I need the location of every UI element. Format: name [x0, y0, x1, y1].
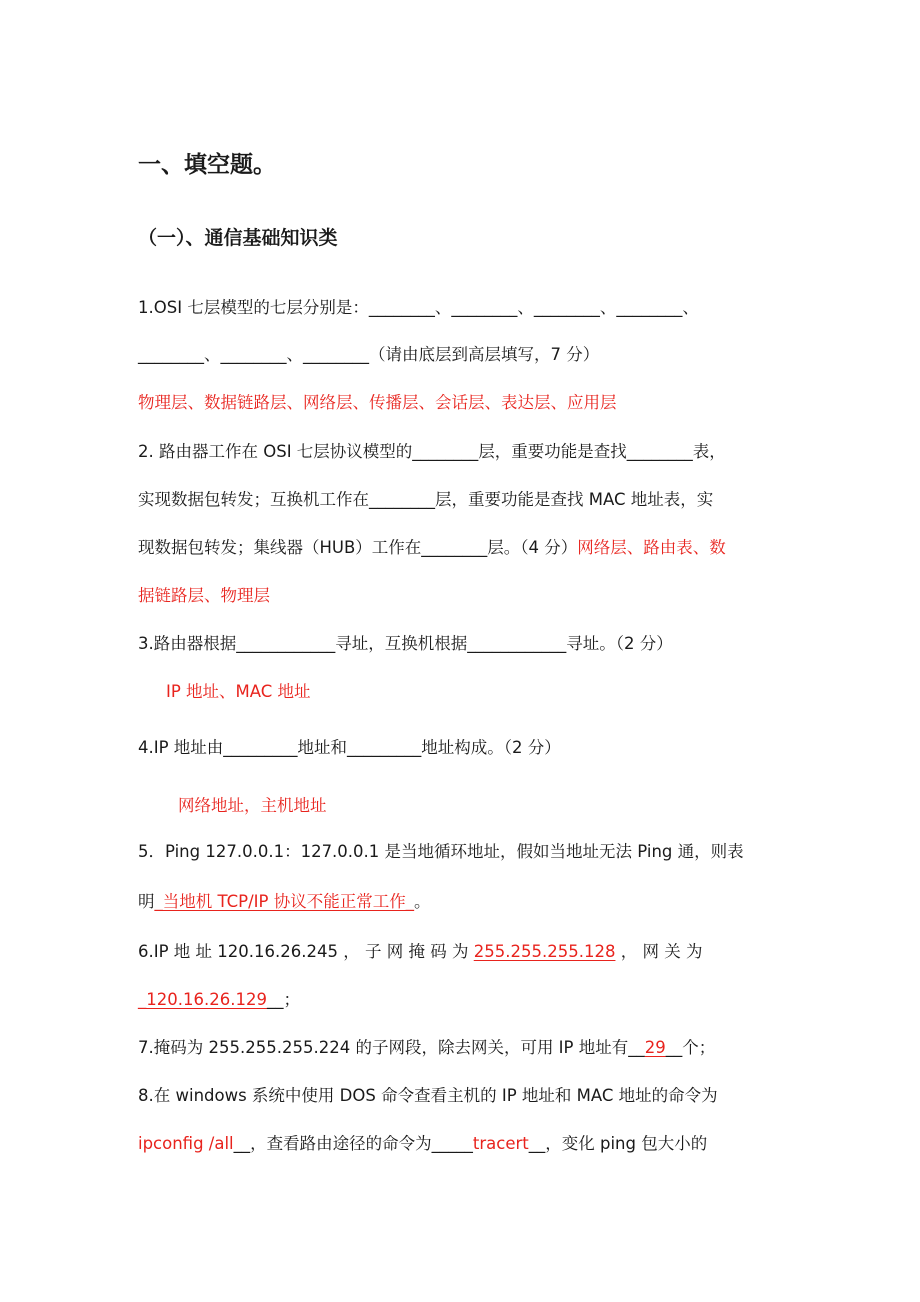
answer-6-mask: 255.255.255.128 — [473, 942, 616, 961]
section-heading: （一）、通信基础知识类 — [138, 227, 338, 249]
answer-1: 物理层、数据链路层、网络层、传播层、会话层、表达层、应用层 — [138, 393, 617, 412]
question-8-line-2 — [138, 1130, 786, 1158]
question-2-text: 现数据包转发；集线器（HUB）工作在________层。（4 分） — [138, 538, 578, 557]
question-2-line-1: 2. 路由器工作在 OSI 七层协议模型的________层，重要功能是查找________表， — [138, 442, 726, 461]
question-5-line-2 — [138, 888, 786, 916]
question-7-end: __个； — [665, 1038, 716, 1057]
answer-8-tracert: tracert — [472, 1134, 529, 1153]
question-5-line-1: 5．Ping 127.0.0.1：127.0.0.1 是当地循环地址，假如当地址无法 Ping 通，则表 — [138, 842, 744, 861]
question-8-line-1: 8.在 windows 系统中使用 DOS 命令查看主机的 IP 地址和 MAC 地址的命令为 — [138, 1086, 718, 1105]
question-7 — [138, 1034, 786, 1062]
question-8-end: __，变化 ping 包大小的 — [528, 1134, 708, 1153]
question-4: 4.IP 地址由_________地址和_________地址构成。（2 分） — [138, 738, 561, 757]
question-2-line-3 — [138, 534, 786, 562]
question-5-text: 明 — [138, 892, 155, 911]
question-8-text: __，查看路由途径的命令为_____ — [233, 1134, 473, 1153]
question-6-gateway-label: ， 网 关 为 — [620, 942, 703, 961]
answer-6-gateway: _120.16.26.129 — [138, 990, 267, 1009]
question-6-line-2 — [138, 986, 786, 1014]
question-5-end: 。 — [413, 892, 431, 911]
page-title: 一、填空题。 — [138, 152, 276, 178]
question-6-end: __； — [266, 990, 300, 1009]
answer-3: IP 地址、MAC 地址 — [166, 682, 311, 701]
answer-7: 29 — [644, 1038, 666, 1057]
question-1-line-2: ________、________、________（请由底层到高层填写，7 分） — [138, 345, 600, 364]
answer-2-part-2: 据链路层、物理层 — [138, 586, 270, 605]
question-7-text: 7.掩码为 255.255.255.224 的子网段，除去网关，可用 IP 地址有__ — [138, 1038, 645, 1057]
question-2-line-2: 实现数据包转发；互换机工作在________层，重要功能是查找 MAC 地址表，实 — [138, 490, 714, 509]
answer-5: _当地机 TCP/IP 协议不能正常工作_ — [154, 892, 414, 911]
question-6-line-1 — [138, 938, 786, 966]
question-1-line-1: 1.OSI 七层模型的七层分别是：________、________、________、________、 — [138, 298, 699, 317]
question-6-text: 6.IP 地 址 120.16.26.245 ， 子 网 掩 码 为 — [138, 942, 469, 961]
question-3: 3.路由器根据____________寻址，互换机根据____________寻址。（2 分） — [138, 634, 673, 653]
answer-4: 网络地址，主机地址 — [178, 796, 327, 815]
answer-8-ipconfig: ipconfig /all — [138, 1134, 234, 1153]
answer-2-part-1: 网络层、路由表、数 — [577, 538, 726, 557]
